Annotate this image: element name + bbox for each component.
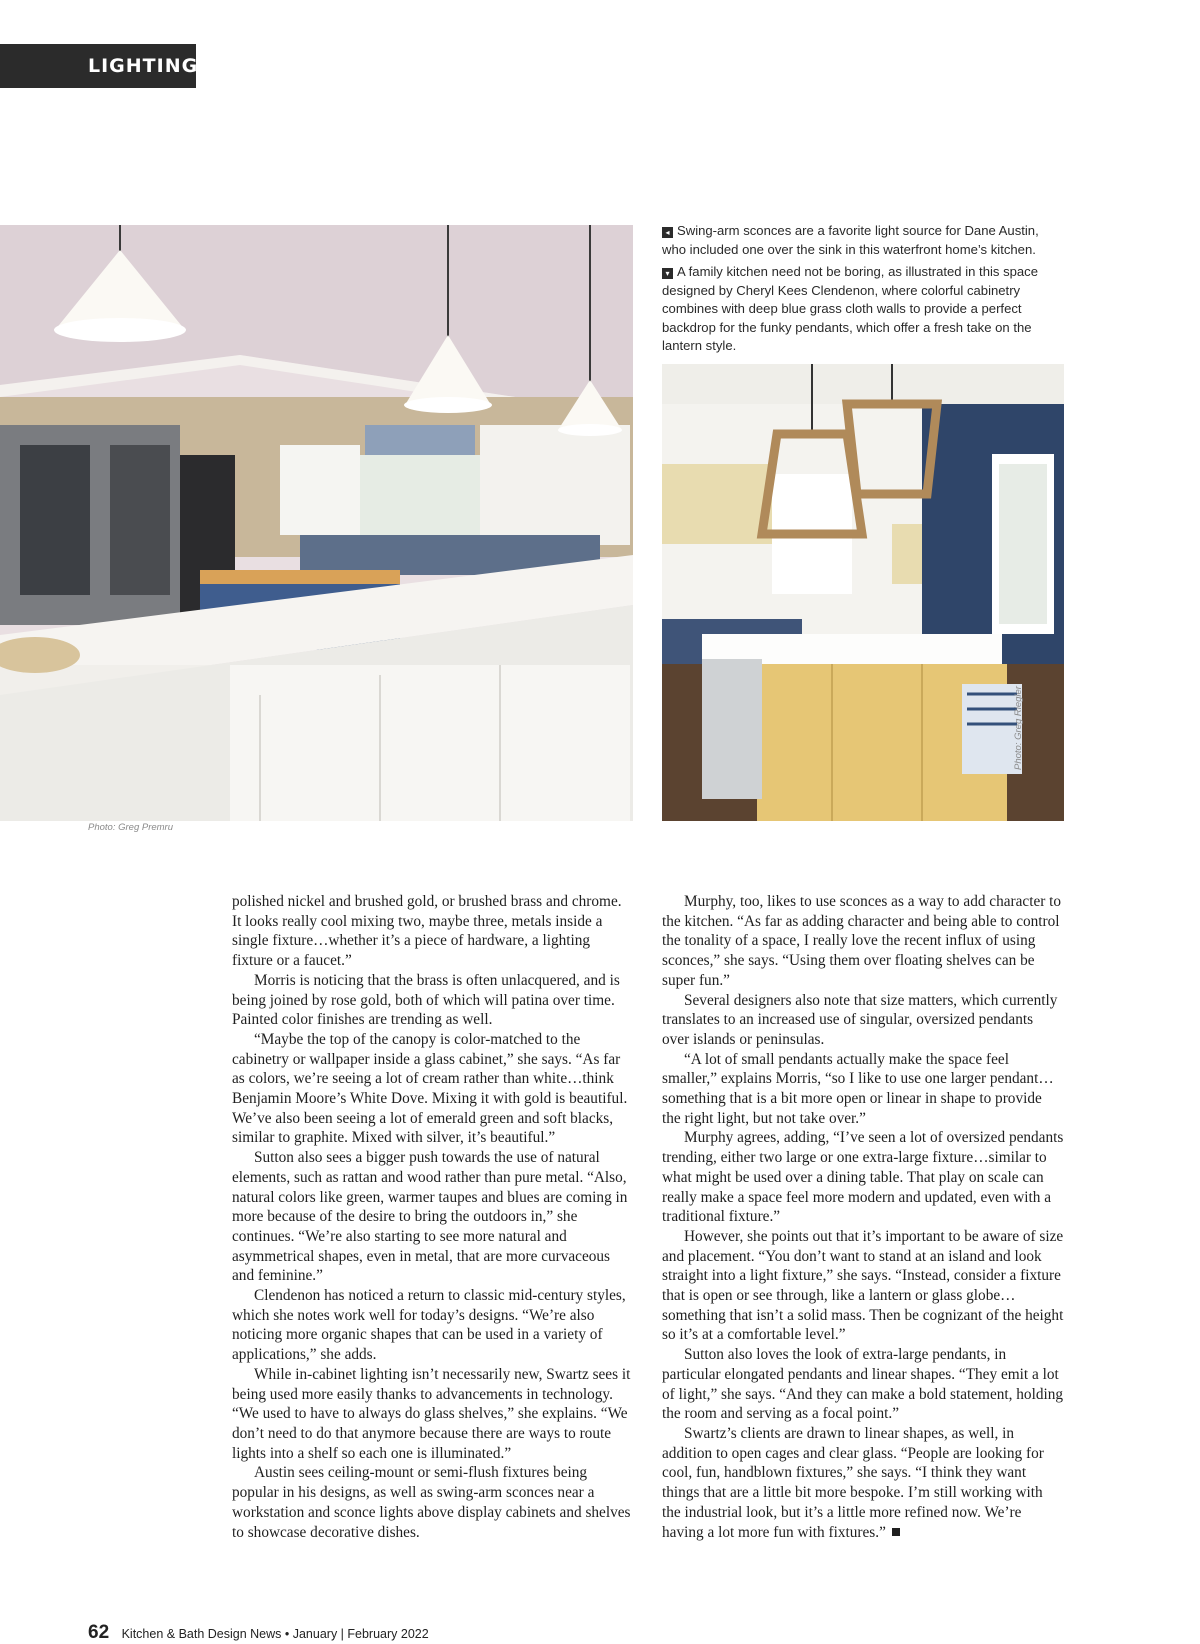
article-paragraph: polished nickel and brushed gold, or brushed brass and chrome. It looks really cool mixing two, maybe three, metals inside a single fixture…whether it’s a piece of hardware, a lighting fixture or a faucet.” xyxy=(232,893,622,970)
section-label: LIGHTING xyxy=(0,44,196,88)
article-paragraph: “Maybe the top of the canopy is color-matched to the cabinetry or wallpaper inside a glass cabinet,” she says. “As far as colors, we’re seeing a lot of cream rather than white…think Benjamin Moore’s White Dove. Mixing it with gold is beautiful. We’ve also been seeing a lot of emerald green and soft blacks, similar to graphite. Mixed with silver, it’s beautiful.” xyxy=(232,1030,628,1147)
article-paragraph: Several designers also note that size matters, which currently translates to an increased use of singular, oversized pendants over islands or peninsulas. xyxy=(662,991,1058,1048)
article-paragraph: Sutton also sees a bigger push towards the use of natural elements, such as rattan and wood rather than pure metal. “Also, natural colors like green, warmer taupes and blues are coming in more because of the desire to bring the outdoors in,” she continues. “We’re also starting to see more natural and asymmetrical shapes, even in metal, that are more curvaceous and feminine.” xyxy=(232,1149,628,1285)
photo-captions xyxy=(662,222,1062,360)
article-paragraph: Murphy agrees, adding, “I’ve seen a lot of oversized pendants trending, either two large or one extra-large fixture…similar to what might be used over a dining table. That play on scale can really make a space feel more modern and updated, even with a traditional fixture.” xyxy=(662,1129,1064,1226)
article-paragraph: Clendenon has noticed a return to classic mid-century styles, which she notes work well for today’s designs. “We’re also noticing more organic shapes that can be used in a variety of applications,” she adds. xyxy=(232,1287,626,1364)
photo-credit-right: Photo: Greg Riegler xyxy=(1013,686,1024,770)
caption-left-photo xyxy=(662,222,1062,259)
page-footer xyxy=(88,1622,429,1644)
article-column-left xyxy=(232,892,634,1542)
end-of-article-mark xyxy=(892,1528,900,1536)
article-paragraph: However, she points out that it’s important to be aware of size and placement. “You don’t want to stand at an island and look straight into a light fixture,” she says. “Instead, consider a fixture that is open or see through, like a lantern or glass globe…something that isn’t a solid mass. Then be cognizant of the height so it’s at a comfortable level.” xyxy=(662,1227,1064,1344)
article-paragraph: Morris is noticing that the brass is often unlacquered, and is being joined by rose gold, both of which will patina over time. Painted color finishes are trending as well. xyxy=(232,971,620,1029)
caption-right-photo xyxy=(662,263,1062,356)
article-paragraph: Austin sees ceiling-mount or semi-flush fixtures being popular in his designs, as well as swing-arm sconces near a workstation and sconce lights above display cabinets and shelves to showcase decorative dishes. xyxy=(232,1464,631,1541)
article-paragraph: Murphy, too, likes to use sconces as a way to add character to the kitchen. “As far as adding character and being able to control the tonality of a space, I really love the recent influx of using sconces,” she says. “Using them over floating shelves can be super fun.” xyxy=(662,893,1062,989)
article-paragraph-last xyxy=(662,1424,1064,1542)
article-paragraph-text: Swartz’s clients are drawn to linear shapes, as well, in addition to open cages and clear glass. “People are looking for cool, fun, handblown fixtures,” she says. “I think they want things that are a little bit more bespoke. I’m still working with the industrial look, but it’s a little more refined now. We’re having a lot more fun with fixtures.” xyxy=(662,1424,1044,1541)
photo-credit-left: Photo: Greg Premru xyxy=(88,822,174,833)
kitchen-photo-right xyxy=(662,364,1064,821)
article-paragraph: Sutton also loves the look of extra-large pendants, in particular elongated pendants and linear shapes. “They emit a lot of light,” she says. “And they can make a bold statement, holding the room and serving as a focal point.” xyxy=(662,1346,1064,1423)
caption-text: Swing-arm sconces are a favorite light source for Dane Austin, who included one over the sink in this waterfront home’s kitchen. xyxy=(662,223,1039,257)
kitchen-photo-left xyxy=(0,225,633,821)
article-paragraph: While in-cabinet lighting isn’t necessarily new, Swartz sees it being used more easily thanks to advancements in technology. “We used to have to always do glass shelves,” she explains. “We don’t need to do that anymore because there are ways to route lights into a shelf so each one is illuminated.” xyxy=(232,1365,631,1462)
article-column-right xyxy=(662,892,1064,1542)
left-arrow-icon: ◂ xyxy=(662,227,673,238)
down-arrow-icon: ▾ xyxy=(662,268,673,279)
publication-info: Kitchen & Bath Design News • January | February 2022 xyxy=(121,1627,429,1641)
page-number: 62 xyxy=(88,1622,110,1643)
article-paragraph: “A lot of small pendants actually make the space feel smaller,” explains Morris, “so I like to use one larger pendant…something that is a bit more open or linear in shape to provide the right light, but not take over.” xyxy=(662,1050,1054,1127)
caption-text: A family kitchen need not be boring, as illustrated in this space designed by Cheryl Kees Clendenon, where colorful cabinetry combines with deep blue grass cloth walls to provide a perfect backdrop for the funky pendants, which offer a fresh take on the lantern style. xyxy=(662,264,1039,353)
